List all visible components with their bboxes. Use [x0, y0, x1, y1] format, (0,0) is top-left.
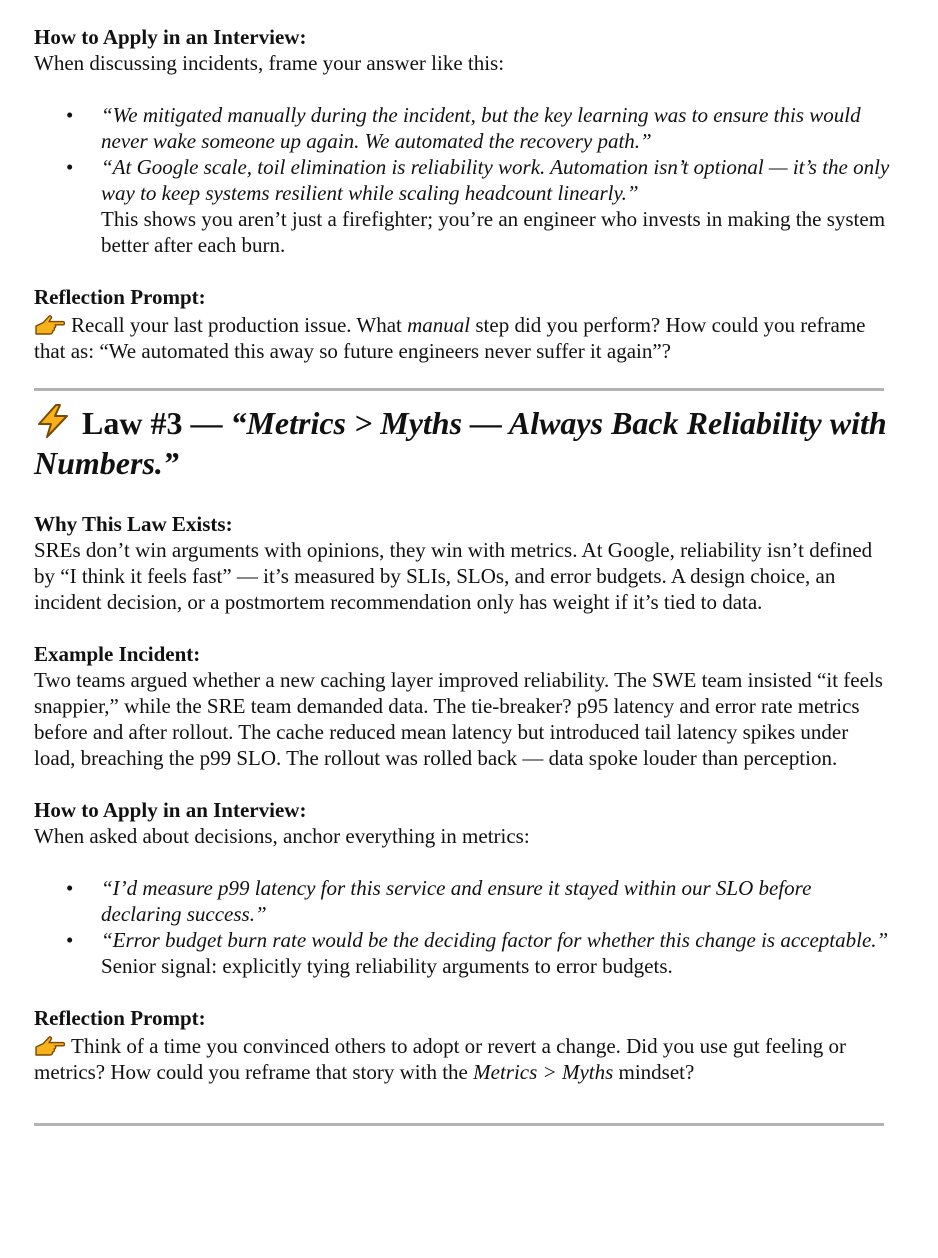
how-to-apply-heading: How to Apply in an Interview:	[34, 25, 307, 49]
why-heading: Why This Law Exists:	[34, 512, 233, 536]
why-text: SREs don’t win arguments with opinions, they win with metrics. At Google, reliability isn’t defined by “I think it feels fast” — it’s measured by SLIs, SLOs, and error budgets. A design choice, an incident decision, or a postmortem recommendation only has weight if it’s tied to data.	[34, 538, 873, 614]
reflection-emphasis: manual	[407, 313, 471, 337]
bullet-dot: •	[66, 155, 74, 179]
list-item	[34, 154, 890, 206]
law-title	[34, 403, 890, 483]
section-divider	[34, 1123, 884, 1126]
interview-quote-list	[34, 102, 890, 206]
interview-quote-list	[34, 875, 890, 953]
interview-quote: “At Google scale, toil elimination is reliability work. Automation isn’t optional — it’s the only way to keep systems resilient while scaling headcount linearly.”	[101, 155, 890, 205]
reflection-text-after: mindset?	[613, 1060, 695, 1084]
example-text: Two teams argued whether a new caching layer improved reliability. The SWE team insisted “it feels snappier,” while the SRE team demanded data. The tie-breaker? p95 latency and error rate metrics before and after rollout. The cache reduced mean latency but introduced tail latency spikes under load, breaching the p99 SLO. The rollout was rolled back — data spoke louder than perception.	[34, 668, 883, 770]
interview-quote: “I’d measure p99 latency for this service and ensure it stayed within our SLO before declaring success.”	[101, 876, 812, 926]
how-to-apply-heading: How to Apply in an Interview:	[34, 798, 307, 822]
reflection-heading: Reflection Prompt:	[34, 285, 206, 309]
reflection-prompt	[34, 312, 890, 364]
reflection-text-after: step did you perform? How could you reframe that as: “We automated this away so future engineers never suffer it again”?	[34, 313, 866, 363]
bullet-dot: •	[66, 876, 74, 900]
bullet-dot: •	[66, 103, 74, 127]
reflection-emphasis: Metrics > Myths	[473, 1060, 614, 1084]
how-to-apply-intro: When asked about decisions, anchor everything in metrics:	[34, 824, 530, 848]
reflection-heading: Reflection Prompt:	[34, 1006, 206, 1030]
interview-quote: “We mitigated manually during the incident, but the key learning was to ensure this would never wake someone up again. We automated the recovery path.”	[101, 103, 861, 153]
bullet-followup: Senior signal: explicitly tying reliability arguments to error budgets.	[101, 954, 673, 978]
reflection-text-before: Recall your last production issue. What	[71, 313, 408, 337]
bullet-followup: This shows you aren’t just a firefighter; you’re an engineer who invests in making the system better after each burn.	[101, 207, 886, 257]
law-title-italic: “Metrics > Myths — Always Back Reliability with Numbers.”	[34, 405, 887, 481]
how-to-apply-intro: When discussing incidents, frame your answer like this:	[34, 51, 505, 75]
document-page	[34, 24, 890, 1126]
pointing-hand-icon	[34, 1035, 65, 1057]
lightning-bolt-icon	[34, 403, 72, 439]
reflection-text-before: Think of a time you convinced others to adopt or revert a change. Did you use gut feeling or metrics? How could you reframe that story with the	[34, 1034, 847, 1084]
pointing-hand-icon	[34, 314, 65, 336]
bullet-dot: •	[66, 928, 74, 952]
list-item	[34, 927, 890, 953]
interview-quote: “Error budget burn rate would be the deciding factor for whether this change is acceptable.”	[101, 928, 889, 952]
example-heading: Example Incident:	[34, 642, 201, 666]
law-title-prefix: Law #3 —	[82, 405, 231, 441]
list-item	[34, 875, 890, 927]
reflection-prompt	[34, 1033, 890, 1085]
list-item	[34, 102, 890, 154]
